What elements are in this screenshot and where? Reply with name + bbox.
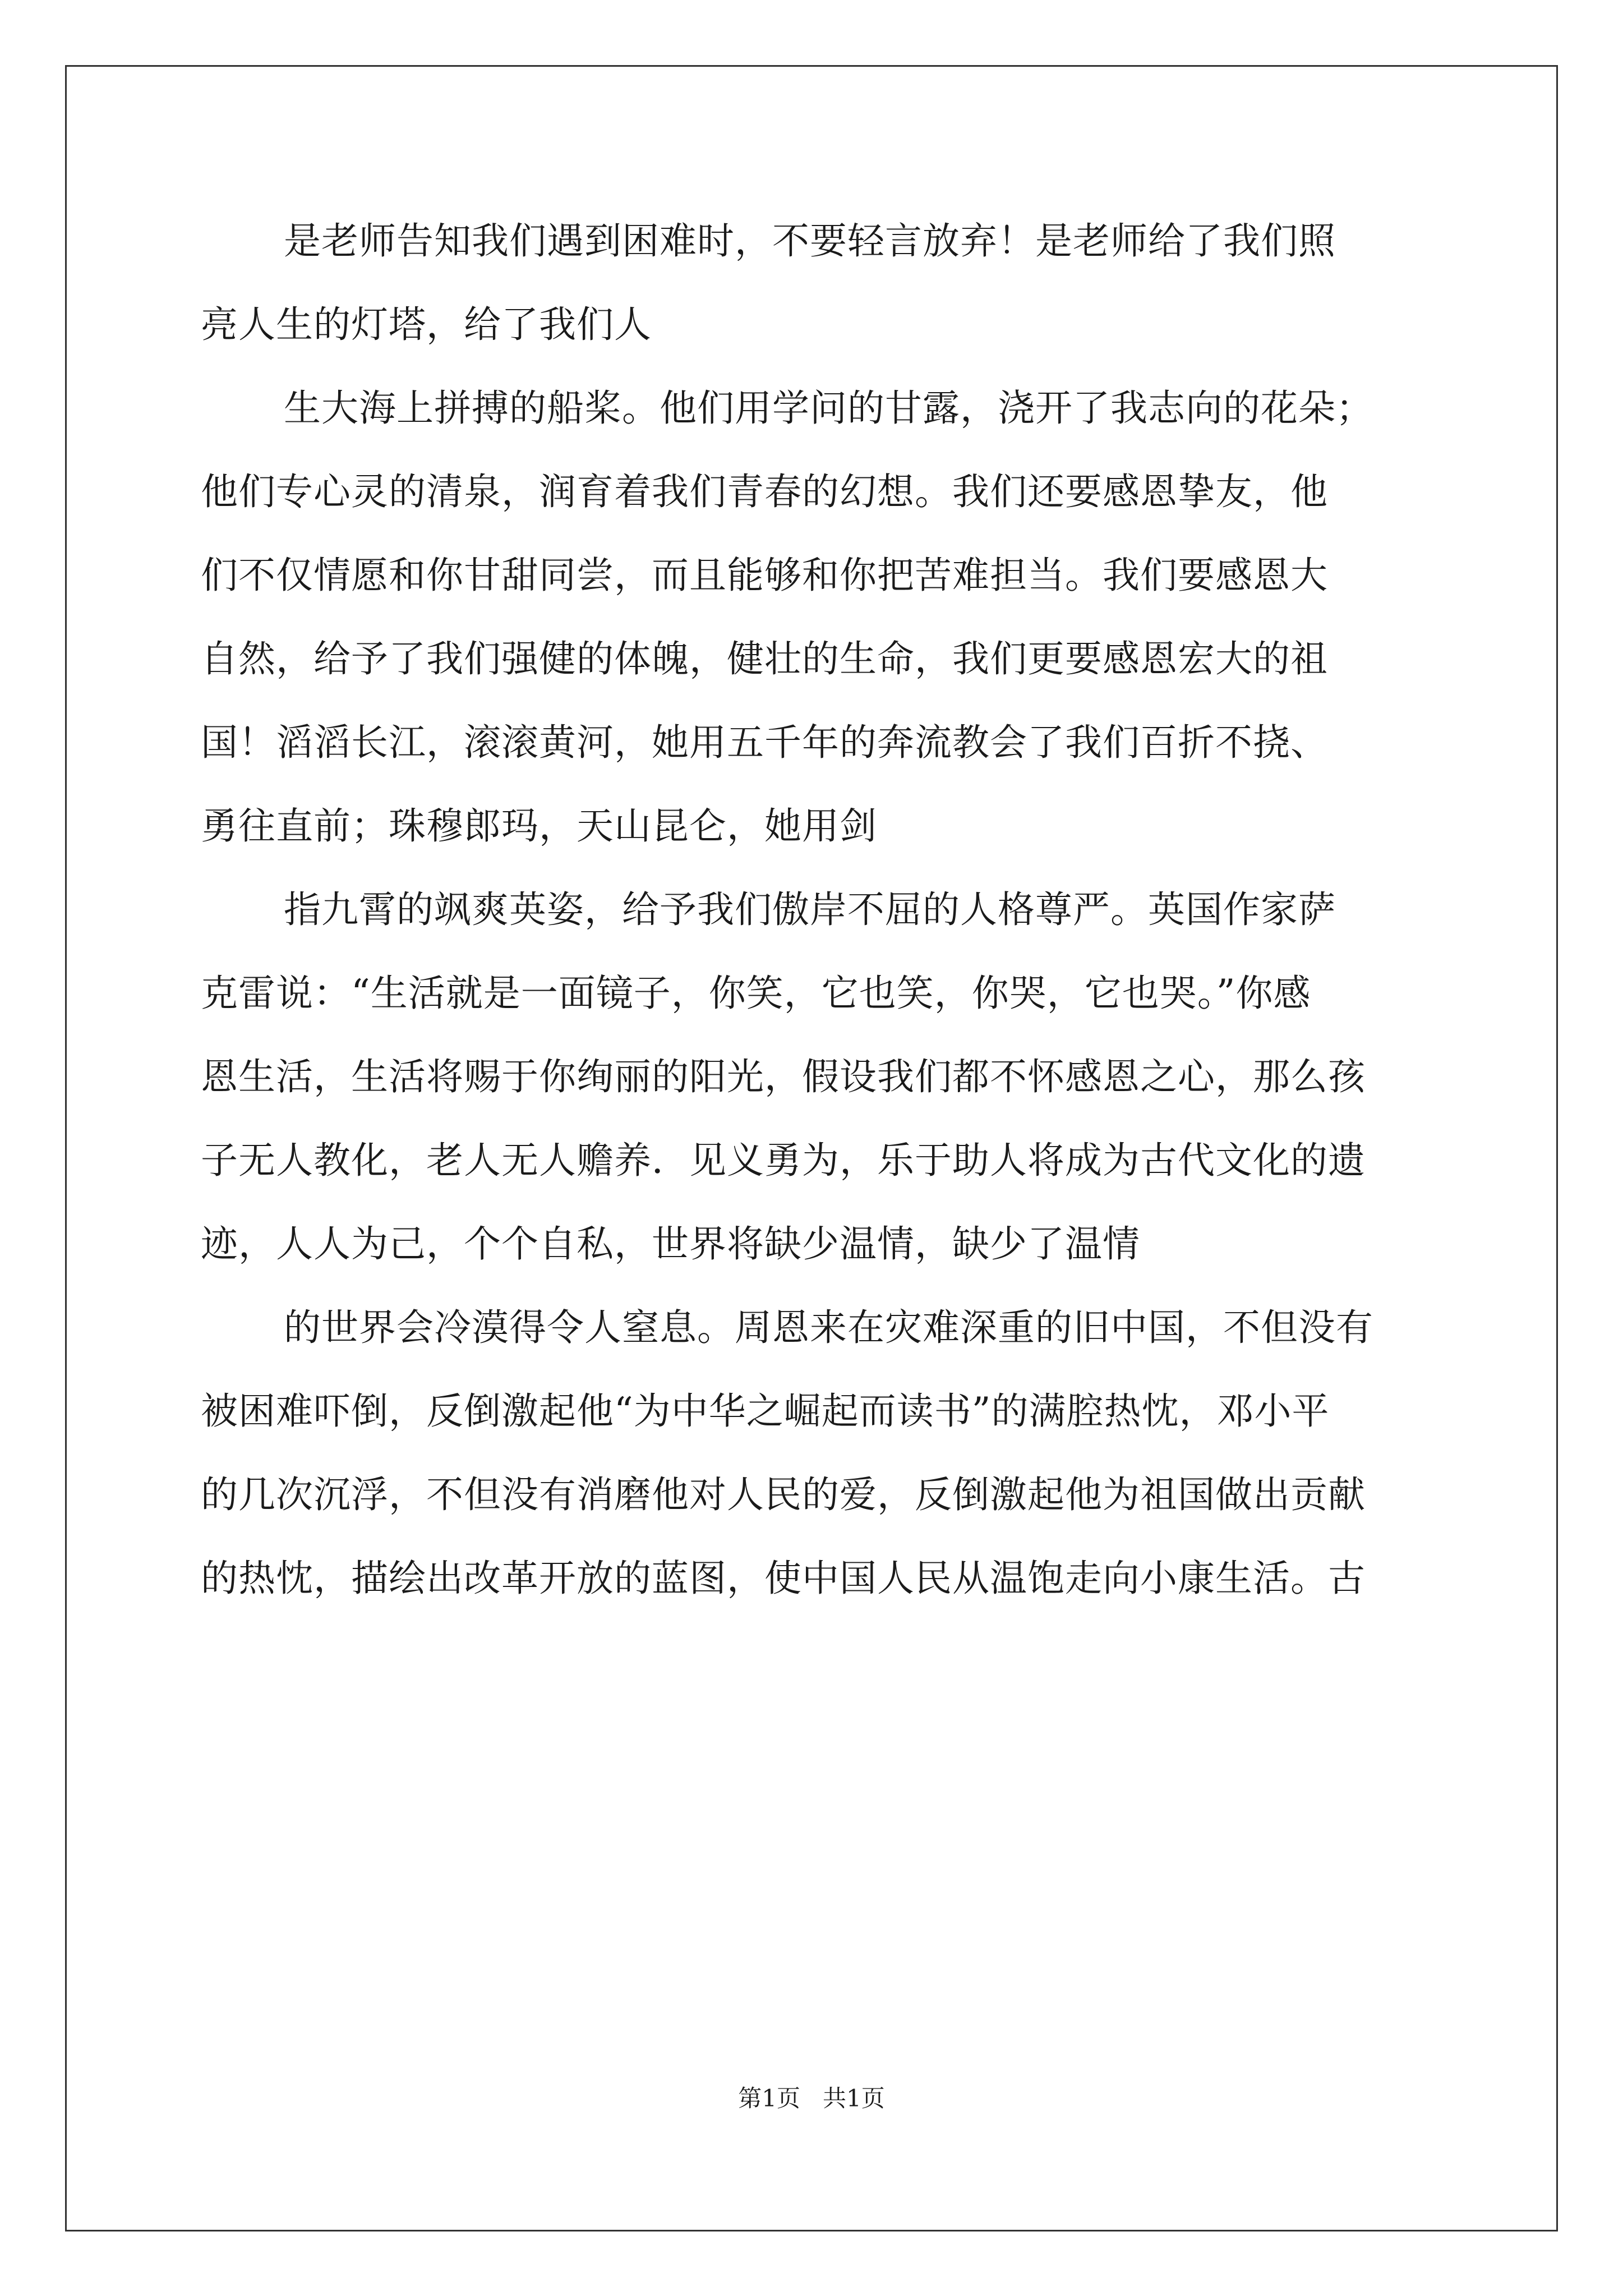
text-line: 自然，给予了我们强健的体魄，健壮的生命，我们更要感恩宏大的祖 [201,637,1328,680]
text-line: 们不仅情愿和你甘甜同尝，而且能够和你把苦难担当。我们要感恩大 [201,554,1328,597]
text-line: 指九霄的飒爽英姿，给予我们傲岸不屈的人格尊严。英国作家萨 [284,888,1336,931]
text-line: 是老师告知我们遇到困难时，不要轻言放弃！是老师给了我们照 [284,219,1336,263]
text-line: 亮人生的灯塔，给了我们人 [201,303,652,346]
text-line: 的几次沉浮，不但没有消磨他对人民的爱，反倒激起他为祖国做出贡献 [201,1473,1366,1516]
text-line: 迹，人人为己，个个自私，世界将缺少温情，缺少了温情 [201,1222,1140,1266]
page-number-footer: 第1页 共1页 [738,2085,885,2112]
paragraph-3 [201,868,1426,1286]
text-line: 勇往直前；珠穆郎玛，天山昆仑，她用剑 [201,804,877,848]
text-line: 的世界会冷漠得令人窒息。周恩来在灾难深重的旧中国，不但没有 [284,1306,1373,1349]
text-line: 克雷说：“生活就是一面镜子，你笑，它也笑，你哭，它也哭。”你感 [201,972,1311,1015]
text-line: 子无人教化，老人无人赡养．见义勇为，乐于助人将成为古代文化的遗 [201,1139,1366,1182]
text-line: 国！滔滔长江，滚滚黄河，她用五千年的奔流教会了我们百折不挠、 [201,721,1328,764]
paragraph-1 [201,199,1426,366]
text-line: 生大海上拼搏的船桨。他们用学问的甘露，浇开了我志向的花朵； [284,386,1373,430]
text-line: 被困难吓倒，反倒激起他“为中华之崛起而读书”的满腔热忱，邓小平 [201,1389,1330,1433]
paragraph-2 [201,366,1426,868]
paragraph-4 [201,1286,1426,1620]
text-line: 恩生活，生活将赐于你绚丽的阳光，假设我们都不怀感恩之心，那么孩 [201,1055,1366,1098]
text-line: 的热忱，描绘出改革开放的蓝图，使中国人民从温饱走向小康生活。古 [201,1557,1366,1600]
text-line: 他们专心灵的清泉，润育着我们青春的幻想。我们还要感恩挚友，他 [201,470,1328,513]
document-body [201,199,1426,1620]
